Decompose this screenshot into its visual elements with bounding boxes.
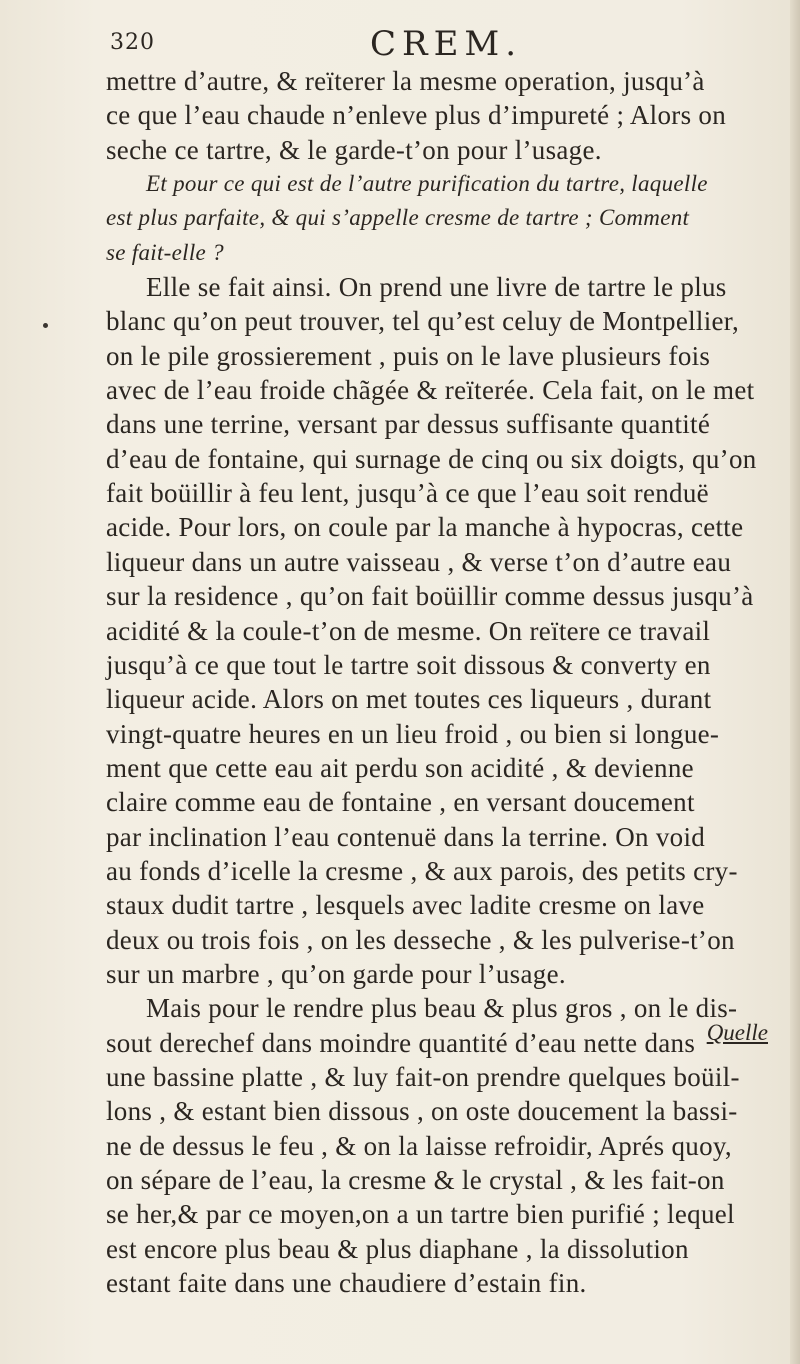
text-line: claire comme eau de fontaine , en versant doucement [106, 787, 695, 818]
text-line: se her,& par ce moyen,on a un tartre bien purifié ; lequel [106, 1199, 735, 1230]
question-line: Et pour ce qui est de l’autre purification du tartre, laquelle [146, 171, 708, 197]
text-line: sout derechef dans moindre quantité d’eau nette dans [106, 1027, 696, 1058]
text-line: acide. Pour lors, on coule par la manche à hypocras, cette [106, 512, 744, 543]
text-line: une bassine platte , & luy fait-on prendre quelques boüil- [106, 1061, 740, 1092]
text-line: ne de dessus le feu , & on la laisse refroidir, Aprés quoy, [106, 1130, 732, 1161]
text-line: liqueur acide. Alors on met toutes ces liqueurs , durant [106, 684, 712, 715]
text-line: au fonds d’icelle la cresme , & aux parois, des petits cry- [106, 855, 738, 886]
text-line: sur la residence , qu’on fait boüillir comme dessus jusqu’à [106, 581, 754, 612]
text-line: mettre d’autre, & reïterer la mesme operation, jusqu’à [106, 66, 705, 96]
text-line: fait boüillir à feu lent, jusqu’à ce que l’eau soit renduë [106, 478, 709, 509]
running-head: CREM. [370, 24, 523, 64]
text-line: par inclination l’eau contenuë dans la terrine. On void [106, 821, 706, 852]
text-line: vingt-quatre heures en un lieu froid , ou bien si longue- [106, 718, 720, 749]
text-line: d’eau de fontaine, qui surnage de cinq ou six doigts, qu’on [106, 443, 757, 474]
text-line: blanc qu’on peut trouver, tel qu’est celuy de Montpellier, [106, 306, 740, 337]
text-line: dans une terrine, versant par dessus suffisante quantité [106, 409, 711, 440]
page-number: 320 [110, 30, 155, 55]
text-line: jusqu’à ce que tout le tartre soit dissous & converty en [106, 649, 711, 680]
catchword: Quelle [706, 1020, 768, 1045]
text-line: avec de l’eau froide chãgée & reïterée. Cela fait, on le met [106, 375, 755, 406]
text-line: on le pile grossierement , puis on le lave plusieurs fois [106, 340, 711, 371]
page-header [108, 24, 768, 64]
text-line: ment que cette eau ait perdu son acidité , & devienne [106, 752, 694, 783]
text-line: sur un marbre , qu’on garde pour l’usage. [106, 958, 566, 989]
text-line: on sépare de l’eau, la cresme & le crystal , & les fait-on [106, 1165, 725, 1195]
text-line: liqueur dans un autre vaisseau , & verse t’on d’autre eau [106, 546, 732, 577]
text-line: staux dudit tartre , lesquels avec ladite cresme on lave [106, 890, 705, 921]
text-line: lons , & estant bien dissous , on oste doucement la bassi- [106, 1096, 738, 1127]
question-line: se fait-elle ? [106, 239, 224, 265]
text-line: Mais pour le rendre plus beau & plus gros , on le dis- [146, 993, 738, 1024]
text-line: Elle se fait ainsi. On prend une livre de tartre le plus [146, 272, 727, 303]
body-text [106, 64, 796, 1300]
text-line: estant faite dans une chaudiere d’estain fin. [106, 1268, 587, 1299]
question-line: est plus parfaite, & qui s’appelle cresme de tartre ; Comment [106, 205, 690, 231]
ink-spot [43, 323, 48, 328]
text-line: deux ou trois fois , on les desseche , & les pulverise-t’on [106, 924, 735, 955]
text-line: acidité & la coule-t’on de mesme. On reïtere ce travail [106, 615, 711, 646]
text-line: seche ce tartre, & le garde-t’on pour l’usage. [106, 134, 602, 165]
text-line: est encore plus beau & plus diaphane , la dissolution [106, 1233, 689, 1264]
text-line: ce que l’eau chaude n’enleve plus d’impureté ; Alors on [106, 100, 727, 131]
